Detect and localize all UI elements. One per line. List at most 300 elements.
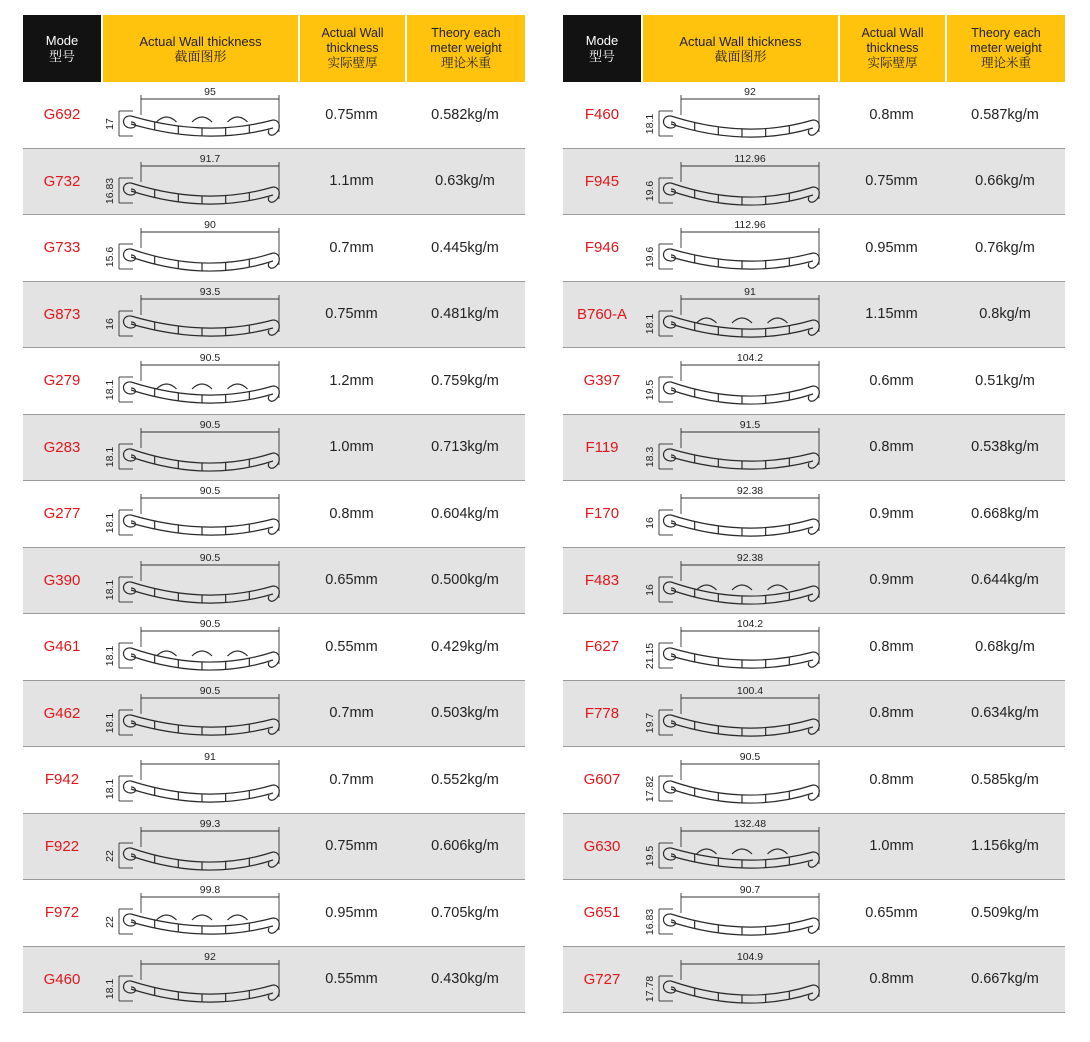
profile-drawing-cell (101, 415, 298, 481)
wall-thickness-value: 0.9mm (869, 572, 914, 589)
dimension-width-label: 90.5 (199, 352, 221, 364)
slat-profile-shape (664, 648, 820, 668)
dimension-height-label: 18.1 (104, 978, 116, 999)
model-code: G651 (583, 904, 621, 922)
table-header (563, 15, 1065, 82)
model-code: G873 (43, 305, 81, 323)
dimension-width-label: 90.5 (199, 551, 221, 564)
dimension-height-label: 18.1 (104, 645, 116, 667)
profile-drawing (101, 282, 298, 348)
model-code: B760-A (576, 305, 628, 323)
profile-drawing-cell (101, 481, 298, 547)
dimension-lines (119, 295, 279, 336)
slat-profile-shape (664, 847, 820, 867)
slat-profile-shape (664, 914, 820, 935)
slat-profile-shape (124, 980, 280, 1001)
dimension-width-label: 90.5 (199, 485, 221, 497)
dimension-height-label: 22 (104, 916, 116, 928)
dimension-width-label: 90.5 (199, 684, 221, 697)
table-row (23, 614, 525, 681)
header-weight (407, 15, 525, 82)
wall-thickness-value: 0.6mm (869, 372, 914, 389)
wall-thickness-value: 0.8mm (329, 505, 374, 522)
slat-profile-shape (664, 249, 820, 269)
profile-drawing-cell (641, 681, 838, 747)
dimension-height-label: 18.1 (104, 446, 116, 467)
model-code: G462 (43, 704, 81, 722)
profile-drawing-cell (641, 215, 838, 281)
table-row (563, 681, 1065, 748)
dimension-width-label: 90.5 (199, 418, 221, 431)
profile-drawing (101, 82, 298, 148)
wall-thickness-value: 1.1mm (329, 173, 374, 190)
dimension-lines (119, 960, 279, 1001)
wall-thickness-value: 0.95mm (325, 904, 378, 921)
profile-drawing (641, 747, 838, 813)
model-code: F942 (44, 771, 80, 789)
profile-drawing (641, 548, 838, 614)
dimension-width-label: 100.4 (736, 684, 764, 697)
table-row (23, 82, 525, 149)
slat-profile-shape (664, 116, 820, 137)
model-code: F972 (44, 904, 80, 922)
model-code: G277 (43, 505, 81, 523)
table-row (23, 548, 525, 615)
header-thickness-en2: thickness (326, 41, 379, 55)
dimension-width-label: 90.5 (739, 751, 761, 763)
header-weight-en1: Theory each (971, 26, 1041, 40)
slat-profile-shape (124, 781, 280, 802)
dimension-width-label: 91 (744, 285, 756, 298)
dimension-height-label: 19.5 (644, 845, 656, 866)
dimension-height-label: 16 (644, 517, 656, 529)
slat-profile-shape (664, 382, 820, 404)
profile-drawing-cell (641, 947, 838, 1013)
model-code: G727 (583, 970, 621, 988)
model-code: F460 (584, 106, 620, 124)
header-weight-cn: 理论米重 (980, 56, 1031, 70)
dimension-width-label: 104.9 (736, 950, 764, 963)
slat-profile-shape (124, 448, 280, 470)
profile-drawing (641, 681, 838, 747)
model-code: G461 (43, 638, 81, 656)
profile-drawing-cell (641, 415, 838, 481)
slat-profile-shape (124, 581, 280, 602)
table-row (23, 149, 525, 216)
table-body-right (563, 82, 1065, 1013)
dimension-lines (659, 228, 819, 269)
wall-thickness-value: 1.15mm (865, 306, 918, 323)
table-row (563, 947, 1065, 1014)
model-code: G630 (583, 837, 621, 855)
table-row (23, 348, 525, 415)
table-row (563, 747, 1065, 814)
dimension-height-label: 18.3 (644, 446, 656, 467)
meter-weight-value: 0.582kg/m (431, 106, 499, 123)
table-row (23, 747, 525, 814)
meter-weight-value: 0.552kg/m (431, 771, 499, 788)
profile-drawing (641, 814, 838, 880)
slat-profile-shape (124, 182, 280, 203)
table-row (23, 282, 525, 349)
profile-drawing (641, 415, 838, 481)
model-code: G732 (43, 172, 81, 190)
profile-drawing (101, 614, 298, 680)
dimension-lines (119, 694, 279, 735)
meter-weight-value: 0.66kg/m (975, 173, 1035, 190)
profile-drawing (641, 82, 838, 148)
profile-drawing (101, 947, 298, 1013)
dimension-width-label: 91.7 (199, 152, 221, 165)
header-mode-en: Mode (45, 32, 79, 48)
meter-weight-value: 0.503kg/m (431, 705, 499, 722)
wall-thickness-value: 0.55mm (325, 638, 378, 655)
meter-weight-value: 0.8kg/m (979, 306, 1031, 323)
slat-profile-shape (124, 914, 280, 934)
model-code: F946 (584, 239, 620, 257)
dimension-height-label: 19.5 (644, 379, 656, 401)
wall-thickness-value: 0.7mm (329, 771, 374, 788)
model-code: G607 (583, 771, 621, 789)
profile-drawing (101, 880, 298, 946)
table-row (563, 548, 1065, 615)
slat-profile-shape (664, 315, 820, 336)
table-row (563, 880, 1065, 947)
profile-drawing-cell (101, 548, 298, 614)
wall-thickness-value: 0.55mm (325, 971, 378, 988)
profile-drawing-cell (641, 481, 838, 547)
profile-drawing (101, 681, 298, 747)
dimension-lines (119, 95, 279, 136)
profile-drawing (641, 947, 838, 1013)
table-row (563, 415, 1065, 482)
meter-weight-value: 0.644kg/m (971, 572, 1039, 589)
meter-weight-value: 0.634kg/m (971, 705, 1039, 722)
model-code: F627 (584, 638, 620, 656)
table-row (23, 681, 525, 748)
dimension-height-label: 18.1 (104, 579, 116, 600)
dimension-lines (659, 95, 819, 136)
model-code: G733 (43, 239, 81, 257)
wall-thickness-value: 0.7mm (329, 705, 374, 722)
profile-drawing (101, 215, 298, 281)
model-code: G283 (43, 438, 81, 456)
dimension-width-label: 99.3 (199, 817, 221, 830)
slat-profile-shape (664, 980, 820, 1002)
slat-profile-shape (124, 648, 280, 670)
header-thickness (300, 15, 405, 82)
model-code: F170 (584, 505, 620, 523)
wall-thickness-value: 0.75mm (325, 106, 378, 123)
profile-drawing-cell (101, 880, 298, 946)
model-code: G460 (43, 970, 81, 988)
profile-drawing-cell (101, 215, 298, 281)
dimension-lines (119, 893, 279, 934)
dimension-height-label: 19.6 (644, 246, 656, 268)
dimension-width-label: 90.7 (739, 884, 761, 896)
table-row (23, 415, 525, 482)
wall-thickness-value: 1.0mm (869, 838, 914, 855)
dimension-width-label: 92.38 (736, 551, 764, 564)
dimension-lines (119, 561, 279, 602)
dimension-width-label: 90.5 (199, 618, 221, 630)
dimension-height-label: 17.82 (644, 775, 656, 803)
dimension-height-label: 18.1 (104, 712, 116, 733)
meter-weight-value: 0.538kg/m (971, 439, 1039, 456)
slat-profile-shape (664, 714, 820, 735)
profile-table-left (23, 15, 525, 1013)
slat-profile-shape (664, 515, 820, 536)
table-row (563, 481, 1065, 548)
dimension-height-label: 18.1 (104, 778, 116, 800)
dimension-height-label: 22 (104, 849, 116, 862)
wall-thickness-value: 0.65mm (865, 904, 918, 921)
dimension-lines (119, 494, 279, 535)
table-row (563, 149, 1065, 216)
meter-weight-value: 0.51kg/m (975, 372, 1035, 389)
dimension-width-label: 92.38 (736, 485, 764, 497)
table-header (23, 15, 525, 82)
header-weight-en1: Theory each (431, 26, 501, 40)
slat-profile-shape (664, 581, 820, 603)
header-mode-cn: 型号 (588, 48, 615, 64)
wall-thickness-value: 1.2mm (329, 372, 374, 389)
model-code: F119 (585, 438, 619, 456)
wall-thickness-value: 0.75mm (325, 838, 378, 855)
meter-weight-value: 1.156kg/m (971, 838, 1039, 855)
profile-drawing-cell (101, 747, 298, 813)
dimension-height-label: 17 (104, 118, 116, 130)
meter-weight-value: 0.604kg/m (431, 505, 499, 522)
dimension-height-label: 18.1 (104, 379, 116, 401)
meter-weight-value: 0.509kg/m (971, 904, 1039, 921)
table-row (23, 215, 525, 282)
header-mode (563, 15, 641, 82)
wall-thickness-value: 0.75mm (325, 306, 378, 323)
dimension-width-label: 93.5 (199, 285, 221, 298)
header-section-cn: 截面图形 (174, 48, 227, 64)
profile-drawing (101, 415, 298, 481)
profile-drawing (641, 282, 838, 348)
wall-thickness-value: 0.9mm (869, 505, 914, 522)
profile-drawing (641, 614, 838, 680)
profile-drawing (641, 481, 838, 547)
meter-weight-value: 0.587kg/m (971, 106, 1039, 123)
header-thickness-en1: Actual Wall (321, 26, 384, 40)
dimension-width-label: 112.96 (734, 219, 766, 231)
profile-drawing-cell (101, 814, 298, 880)
header-section-en: Actual Wall thickness (139, 33, 262, 49)
model-code: F778 (584, 704, 620, 722)
dimension-height-label: 15.6 (104, 246, 116, 268)
slat-profile-shape (124, 714, 280, 734)
dimension-lines (659, 428, 819, 469)
header-mode-cn: 型号 (48, 48, 75, 64)
table-row (563, 814, 1065, 881)
profile-drawing-cell (101, 348, 298, 414)
slat-profile-shape (124, 382, 280, 403)
meter-weight-value: 0.76kg/m (975, 239, 1035, 256)
profile-drawing (101, 481, 298, 547)
header-mode-en: Mode (585, 32, 619, 48)
header-thickness (840, 15, 945, 82)
meter-weight-value: 0.481kg/m (431, 306, 499, 323)
header-mode (23, 15, 101, 82)
dimension-height-label: 17.78 (644, 975, 656, 1002)
profile-drawing (641, 348, 838, 414)
dimension-lines (119, 760, 279, 801)
dimension-width-label: 104.2 (736, 618, 764, 630)
header-section-en: Actual Wall thickness (679, 33, 802, 49)
profile-drawing-cell (101, 947, 298, 1013)
slat-profile-shape (124, 847, 280, 869)
meter-weight-value: 0.668kg/m (971, 505, 1039, 522)
table-row (23, 814, 525, 881)
model-code: F483 (584, 571, 620, 589)
wall-thickness-value: 0.8mm (869, 971, 914, 988)
profile-drawing-cell (641, 548, 838, 614)
meter-weight-value: 0.445kg/m (431, 239, 499, 256)
dimension-lines (659, 494, 819, 535)
model-code: G692 (43, 106, 81, 124)
header-weight (947, 15, 1065, 82)
header-weight-cn: 理论米重 (440, 56, 491, 70)
profile-drawing (101, 814, 298, 880)
table-row (23, 880, 525, 947)
meter-weight-value: 0.606kg/m (431, 838, 499, 855)
table-row (23, 481, 525, 548)
profile-drawing-cell (101, 282, 298, 348)
table-row (563, 348, 1065, 415)
wall-thickness-value: 0.95mm (865, 239, 918, 256)
profile-drawing (641, 880, 838, 946)
dimension-lines (659, 694, 819, 735)
meter-weight-value: 0.429kg/m (431, 638, 499, 655)
slat-profile-shape (664, 182, 820, 204)
model-code: G390 (43, 571, 81, 589)
dimension-width-label: 90 (204, 219, 216, 231)
header-thickness-en2: thickness (866, 41, 919, 55)
dimension-lines (659, 295, 819, 336)
wall-thickness-value: 0.8mm (869, 106, 914, 123)
table-row (23, 947, 525, 1014)
meter-weight-value: 0.63kg/m (435, 173, 495, 190)
profile-drawing (641, 149, 838, 215)
dimension-width-label: 99.8 (199, 884, 221, 896)
profile-drawing-cell (641, 82, 838, 148)
dimension-width-label: 92 (744, 86, 756, 98)
wall-thickness-value: 1.0mm (329, 439, 374, 456)
dimension-lines (659, 827, 819, 868)
dimension-height-label: 16.83 (104, 177, 116, 204)
profile-drawing-cell (101, 82, 298, 148)
profile-drawing-cell (641, 880, 838, 946)
header-thickness-cn: 实际壁厚 (327, 56, 378, 70)
meter-weight-value: 0.759kg/m (431, 372, 499, 389)
wall-thickness-value: 0.8mm (869, 705, 914, 722)
dimension-lines (659, 893, 819, 934)
dimension-lines (119, 162, 279, 203)
slat-profile-shape (664, 781, 820, 803)
wall-thickness-value: 0.8mm (869, 638, 914, 655)
dimension-width-label: 91.5 (739, 418, 761, 431)
dimension-height-label: 19.7 (644, 712, 656, 733)
dimension-height-label: 18.1 (644, 113, 656, 135)
slat-profile-shape (124, 116, 280, 136)
model-code: G279 (43, 372, 81, 390)
header-weight-en2: meter weight (970, 41, 1042, 55)
dimension-width-label: 112.96 (734, 152, 766, 165)
model-code: F945 (584, 172, 620, 190)
profile-drawing-cell (101, 681, 298, 747)
wall-thickness-value: 0.8mm (869, 771, 914, 788)
wall-thickness-value: 0.8mm (869, 439, 914, 456)
header-section-cn: 截面图形 (714, 48, 767, 64)
meter-weight-value: 0.585kg/m (971, 771, 1039, 788)
dimension-width-label: 91 (204, 751, 216, 763)
slat-profile-shape (124, 249, 280, 271)
dimension-height-label: 16.83 (644, 908, 656, 936)
profile-drawing-cell (641, 149, 838, 215)
header-weight-en2: meter weight (430, 41, 502, 55)
header-section (103, 15, 298, 82)
dimension-height-label: 21.15 (644, 642, 656, 670)
slat-profile-shape (124, 315, 280, 335)
table-body-left (23, 82, 525, 1013)
table-row (563, 215, 1065, 282)
meter-weight-value: 0.500kg/m (431, 572, 499, 589)
wall-thickness-value: 0.7mm (329, 239, 374, 256)
dimension-lines (119, 361, 279, 402)
meter-weight-value: 0.667kg/m (971, 971, 1039, 988)
profile-drawing (101, 149, 298, 215)
profile-drawing-cell (641, 814, 838, 880)
dimension-width-label: 92 (204, 950, 216, 963)
model-code: G397 (583, 372, 621, 390)
slat-profile-shape (124, 515, 280, 535)
table-row (563, 82, 1065, 149)
profile-drawing-cell (101, 149, 298, 215)
dimension-height-label: 18.1 (104, 512, 116, 534)
meter-weight-value: 0.68kg/m (975, 638, 1035, 655)
profile-drawing-cell (641, 348, 838, 414)
dimension-height-label: 18.1 (644, 313, 656, 334)
header-section (643, 15, 838, 82)
dimension-height-label: 19.6 (644, 180, 656, 201)
meter-weight-value: 0.705kg/m (431, 904, 499, 921)
dimension-lines (659, 627, 819, 668)
profile-drawing (101, 548, 298, 614)
profile-table-right (563, 15, 1065, 1013)
wall-thickness-value: 0.65mm (325, 572, 378, 589)
table-row (563, 614, 1065, 681)
profile-drawing (101, 747, 298, 813)
table-row (563, 282, 1065, 349)
profile-drawing-cell (641, 282, 838, 348)
header-thickness-cn: 实际壁厚 (867, 56, 918, 70)
dimension-height-label: 16 (104, 317, 116, 330)
profile-drawing (641, 215, 838, 281)
meter-weight-value: 0.430kg/m (431, 971, 499, 988)
profile-drawing-cell (641, 614, 838, 680)
profile-drawing (101, 348, 298, 414)
slat-profile-shape (664, 448, 820, 468)
dimension-width-label: 104.2 (736, 352, 764, 364)
header-thickness-en1: Actual Wall (861, 26, 924, 40)
dimension-height-label: 16 (644, 583, 656, 596)
profile-drawing-cell (101, 614, 298, 680)
dimension-width-label: 132.48 (733, 817, 767, 830)
